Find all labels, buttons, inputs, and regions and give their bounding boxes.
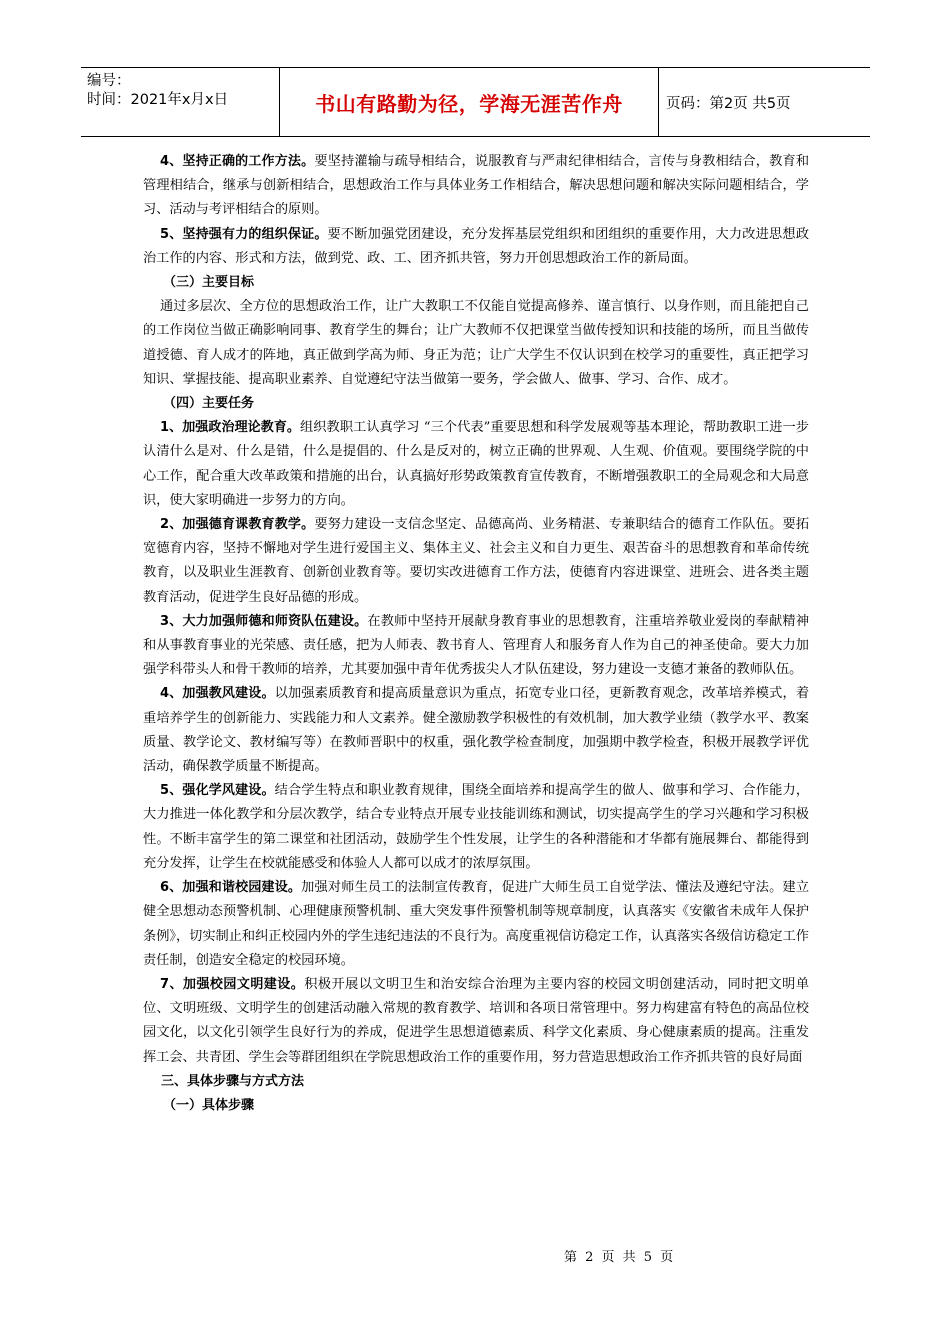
numbered-paragraph <box>143 973 809 1070</box>
header-page-cell <box>658 68 870 136</box>
paragraph-text: 要不断加强党团建设，充分发挥基层党组织和团组织的重要作用，大力改进思想政治工作的内容、形式和方法，做到党、政、工、团齐抓共管，努力开创思想政治工作的新局面。 <box>143 226 810 266</box>
paragraph-text: 要坚持灌输与疏导相结合，说服教育与严肃纪律相结合，言传与身教相结合，教育和管理相结合，继承与创新相结合，思想政治工作与具体业务工作相结合，解决思想问题和解决实际问题相结合，学习、活动与考评相结合的原则。 <box>143 154 810 218</box>
chapter-heading: 三、具体步骤与方式方法 <box>161 1073 305 1089</box>
paragraph-text: 组织教职工认真学习 “三个代表”重要思想和科学发展观等基本理论，帮助教职工进一步认清什么是对、什么是错，什么是提倡的、什么是反对的，树立正确的世界观、人生观、价值观。要围绕学院的中心工作，配合重大改革政策和措施的出台，认真搞好形势政策教育宣传教育，不断增强教职工的全局观念和大局意识，使大家明确进一步努力的方向。 <box>143 420 809 508</box>
section-heading: （一）具体步骤 <box>163 1097 255 1113</box>
paragraph-text: 在教师中坚持开展献身教育事业的思想教育，注重培养敬业爱岗的奉献精神和从事教育事业的光荣感、责任感，把为人师表、教书育人、管理育人和服务育人作为自己的神圣使命。要大力加强学科带头人和骨干教师的培养，尤其要加强中青年优秀拔尖人才队伍建设，努力建设一支德才兼备的教师队伍。 <box>143 613 810 678</box>
paragraph-lead: 4、坚持正确的工作方法。 <box>160 154 315 169</box>
paragraph-text: 加强对师生员工的法制宣传教育，促进广大师生员工自觉学法、懂法及遵纪守法。建立健全思想动态预警机制、心理健康预警机制、重大突发事件预警机制等规章制度，认真落实《安徽省未成年人保护条例》，切实制止和纠正校园内外的学生违纪违法的不良行为。高度重视信访稳定工作，认真落实各级信访稳定工作责任制，创造安全稳定的校园环境。 <box>143 880 810 968</box>
paragraph-lead: 1、加强政治理论教育。 <box>160 420 300 436</box>
numbered-paragraph <box>143 513 809 610</box>
paragraph-text: 以加强素质教育和提高质量意识为重点，拓宽专业口径，更新教育观念，改革培养模式，着重培养学生的创新能力、实践能力和人文素养。健全激励教学积极性的有效机制，加大教学业绩（教学水平、教案质量、教学论文、教材编写等）在教师晋职中的权重，强化教学检查制度，加强期中教学检查，积极开展教学评优活动，确保教学质量不断提高。 <box>143 686 810 775</box>
page-footer: 第 2 页 共 5 页 <box>564 1250 676 1265</box>
header-motto: 书山有路勤为径，学海无涯苦作舟 <box>315 91 623 116</box>
paragraph-text: 结合学生特点和职业教育规律，围绕全面培养和提高学生的做人、做事和学习、合作能力，大力推进一体化教学和分层次教学，结合专业特点开展专业技能训练和测试，切实提高学生的学习兴趣和学习积极性。不断丰富学生的第二课堂和社团活动，鼓励学生个性发展，让学生的各种潜能和才华都有施展舞台、都能得到充分发挥，让学生在校就能感受和体验人人都可以成才的浓厚氛围。 <box>143 783 810 871</box>
body-paragraph: 通过多层次、全方位的思想政治工作，让广大教职工不仅能自觉提高修养、谨言慎行、以身作则，而且能把自己的工作岗位当做正确影响同事、教育学生的舞台；让广大教师不仅把课堂当做传授知识和技能的场所，而且当做传道授德、育人成才的阵地，真正做到学高为师、身正为范；让广大学生不仅认识到在校学习的重要性，真正把学习知识、掌握技能、提高职业素养、自觉遵纪守法当做第一要务，学会做人、做事、学习、合作、成才。 <box>143 299 809 387</box>
numbered-paragraph <box>143 876 809 973</box>
paragraph-lead: 5、坚持强有力的组织保证。 <box>160 226 328 242</box>
paragraph-text: 积极开展以文明卫生和治安综合治理为主要内容的校园文明创建活动，同时把文明单位、文明班级、文明学生的创建活动融入常规的教育教学、培训和各项日常管理中。努力构建富有特色的高品位校园文化，以文化引领学生良好行为的养成，促进学生思想道德素质、科学文化素质、身心健康素质的提高。注重发挥工会、共青团、学生会等群团组织在学院思想政治工作的重要作用，努力营造思想政治工作齐抓共管的良好局面 <box>143 976 810 1065</box>
section-heading: （三）主要目标 <box>163 275 255 291</box>
numbered-paragraph <box>143 223 809 271</box>
document-header <box>81 67 870 137</box>
paragraph-lead: 5、强化学风建设。 <box>160 783 275 799</box>
document-number: 编号： <box>87 73 131 89</box>
header-page-number: 页码：第2页 共5页 <box>666 95 791 112</box>
header-motto-cell <box>279 68 659 136</box>
paragraph-lead: 6、加强和谐校园建设。 <box>160 880 302 896</box>
header-meta <box>81 68 279 136</box>
numbered-paragraph <box>143 682 809 779</box>
document-body <box>143 150 809 1118</box>
paragraph-lead: 3、大力加强师德和师资队伍建设。 <box>160 613 368 629</box>
numbered-paragraph <box>143 150 809 223</box>
section-heading: （四）主要任务 <box>163 396 255 412</box>
numbered-paragraph <box>143 416 809 513</box>
paragraph-text: 要努力建设一支信念坚定、品德高尚、业务精湛、专兼职结合的德育工作队伍。要拓宽德育内容，坚持不懈地对学生进行爱国主义、集体主义、社会主义和自力更生、艰苦奋斗的思想教育和革命传统教育，以及职业生涯教育、创新创业教育等。要切实改进德育工作方法，使德育内容进课堂、进班会、进各类主题教育活动，促进学生良好品德的形成。 <box>143 517 810 605</box>
paragraph-lead: 2、加强德育课教育教学。 <box>160 517 315 533</box>
paragraph-lead: 7、加强校园文明建设。 <box>160 976 305 992</box>
numbered-paragraph <box>143 779 809 876</box>
document-time: 时间：2021年x月x日 <box>87 92 229 108</box>
numbered-paragraph <box>143 610 809 683</box>
paragraph-lead: 4、加强教风建设。 <box>160 686 275 702</box>
